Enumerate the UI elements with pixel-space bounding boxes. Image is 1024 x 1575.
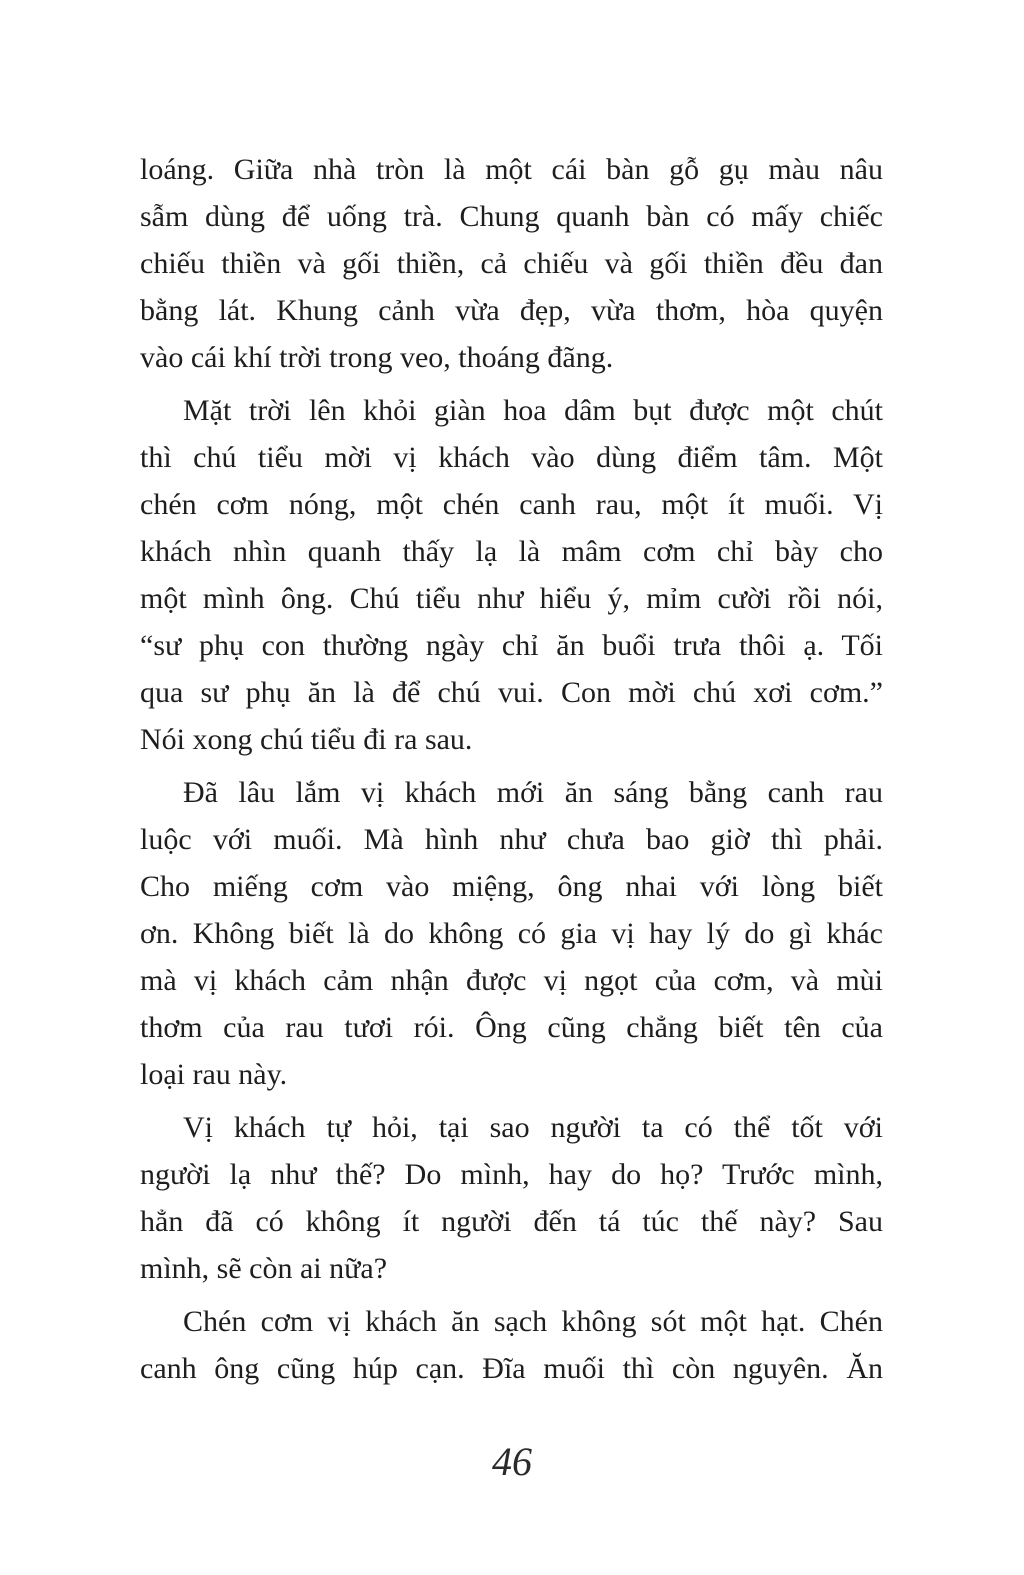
text-line: sẫm dùng để uống trà. Chung quanh bàn có mấy chiếc: [140, 200, 883, 233]
text-line: khách nhìn quanh thấy lạ là mâm cơm chỉ bày cho: [140, 535, 883, 568]
text-line: qua sư phụ ăn là để chú vui. Con mời chú xơi cơm.”: [140, 676, 883, 709]
text-line: luộc với muối. Mà hình như chưa bao giờ thì phải.: [140, 823, 883, 856]
text-line: Vị khách tự hỏi, tại sao người ta có thể tốt với: [183, 1111, 883, 1144]
text-line: người lạ như thế? Do mình, hay do họ? Trước mình,: [140, 1158, 883, 1191]
paragraph: [140, 387, 883, 763]
page-number: 46: [492, 1439, 532, 1484]
text-line: chén cơm nóng, một chén canh rau, một ít muối. Vị: [140, 488, 883, 521]
text-line: canh ông cũng húp cạn. Đĩa muối thì còn nguyên. Ăn: [140, 1352, 883, 1385]
text-line: loại rau này.: [140, 1058, 288, 1091]
paragraph: [140, 146, 883, 381]
text-line: Cho miếng cơm vào miệng, ông nhai với lòng biết: [140, 870, 883, 903]
text-line: Chén cơm vị khách ăn sạch không sót một hạt. Chén: [183, 1305, 883, 1338]
text-line: hẳn đã có không ít người đến tá túc thế này? Sau: [140, 1205, 883, 1238]
text-line: Nói xong chú tiểu đi ra sau.: [140, 723, 473, 756]
text-line: Mặt trời lên khỏi giàn hoa dâm bụt được một chút: [183, 394, 883, 427]
body-text: [140, 146, 883, 1392]
paragraph: [140, 1104, 883, 1292]
text-line: mình, sẽ còn ai nữa?: [140, 1252, 388, 1285]
text-line: một mình ông. Chú tiểu như hiểu ý, mỉm cười rồi nói,: [140, 582, 883, 615]
text-line: thì chú tiểu mời vị khách vào dùng điểm tâm. Một: [140, 441, 883, 474]
text-line: mà vị khách cảm nhận được vị ngọt của cơm, và mùi: [140, 964, 883, 997]
text-line: ơn. Không biết là do không có gia vị hay lý do gì khác: [140, 917, 883, 950]
paragraph: [140, 1298, 883, 1392]
text-line: chiếu thiền và gối thiền, cả chiếu và gối thiền đều đan: [140, 247, 883, 280]
text-line: bằng lát. Khung cảnh vừa đẹp, vừa thơm, hòa quyện: [140, 294, 883, 327]
text-line: loáng. Giữa nhà tròn là một cái bàn gỗ gụ màu nâu: [140, 153, 883, 186]
text-line: thơm của rau tươi rói. Ông cũng chẳng biết tên của: [140, 1011, 883, 1044]
text-line: vào cái khí trời trong veo, thoáng đãng.: [140, 341, 614, 374]
text-line: Đã lâu lắm vị khách mới ăn sáng bằng canh rau: [183, 776, 883, 809]
paragraph: [140, 769, 883, 1098]
text-line: “sư phụ con thường ngày chỉ ăn buổi trưa thôi ạ. Tối: [140, 629, 883, 662]
